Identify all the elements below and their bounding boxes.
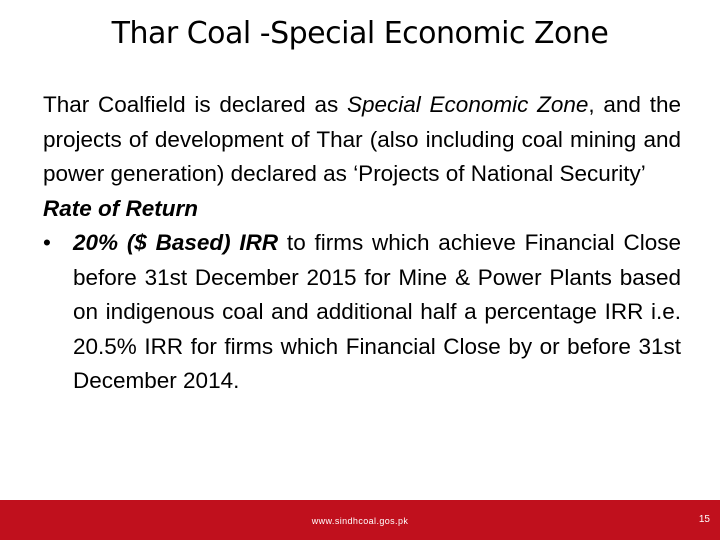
page-number: 15	[698, 514, 710, 525]
slide-body	[43, 88, 681, 399]
intro-text-1: Thar Coalfield is declared as	[43, 92, 347, 117]
bullet-item	[43, 226, 681, 399]
footer-url: www.sindhcoal.gos.pk	[311, 516, 409, 526]
rate-of-return-heading: Rate of Return	[43, 195, 199, 221]
intro-text-2: , and the projects of development of Thar (also including coal mining and power generation) declared as ‘Projects of National Security’	[43, 92, 681, 186]
footer-bar	[0, 500, 720, 540]
bullet-body: to firms which achieve Financial Close before 31st December 2015 for Mine & Power Plants based on indigenous coal and additional half a percentage IRR i.e. 20.5% IRR for firms which Financial Close by or before 31st December 2014.	[73, 230, 681, 393]
intro-paragraph	[43, 88, 681, 192]
bullet-text	[73, 226, 681, 399]
bullet-marker: •	[43, 230, 51, 255]
intro-emphasis: Special Economic Zone	[346, 92, 589, 117]
slide-title: Thar Coal -Special Economic Zone	[111, 16, 609, 51]
bullet-bold-lead: 20% ($ Based) IRR	[73, 230, 279, 255]
